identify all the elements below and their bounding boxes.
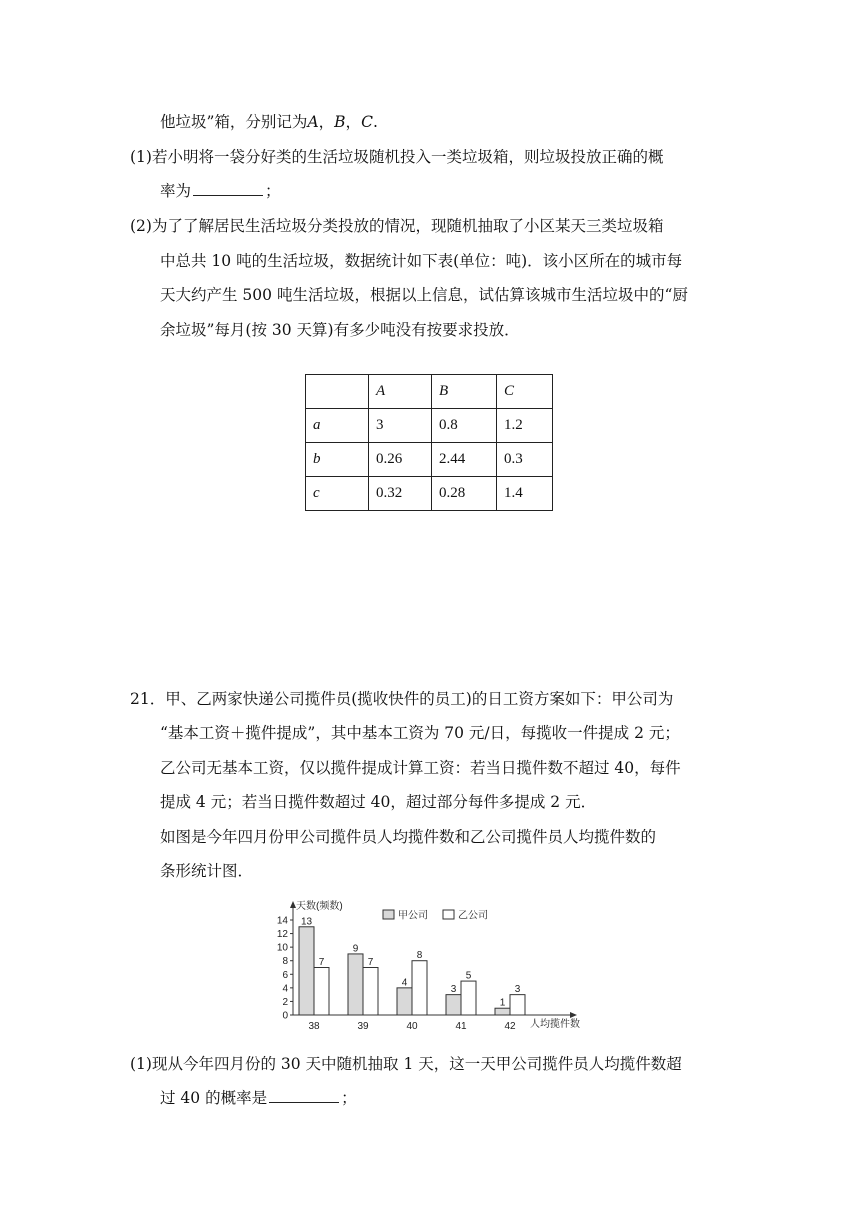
- chart-bars: [299, 927, 525, 1015]
- data-label: 4: [401, 977, 408, 989]
- data-label: 3: [450, 984, 457, 996]
- text-segment: 过 40 的概率是: [160, 1089, 268, 1107]
- question-20-2-line3: 天大约产生 500 吨生活垃圾，根据以上信息，试估算该城市生活垃圾中的“厨: [160, 286, 688, 304]
- x-axis-arrow-icon: [570, 1012, 577, 1018]
- legend-label: 甲公司: [398, 910, 428, 922]
- text-segment: 他垃圾”箱，分别记为: [160, 113, 308, 131]
- bar: [299, 927, 314, 1015]
- bar: [412, 961, 427, 1015]
- problem-21-line3: 乙公司无基本工资，仅以揽件提成计算工资：若当日揽件数不超过 40，每件: [160, 759, 681, 777]
- bar: [314, 968, 329, 1016]
- bar: [348, 954, 363, 1015]
- y-tick-label: 4: [282, 983, 288, 995]
- problem-21-line6: 条形统计图．: [160, 862, 254, 880]
- question-20-1-line1: (1)若小明将一袋分好类的生活垃圾随机投入一类垃圾箱，则垃圾投放正确的概: [130, 148, 664, 166]
- text-line-20-intro: [160, 112, 378, 132]
- text-segment: 率为: [160, 182, 192, 200]
- text-segment: ，: [345, 113, 362, 131]
- table-cell: 3: [369, 409, 432, 443]
- table-cell: 0.3: [497, 443, 553, 477]
- chart-axes: [290, 901, 577, 1018]
- x-tick-label: 42: [504, 1021, 516, 1032]
- data-label: 7: [367, 957, 374, 968]
- table-row: [306, 477, 553, 511]
- garbage-data-table: [305, 374, 553, 511]
- bar: [461, 981, 476, 1015]
- bar-chart: [268, 898, 598, 1034]
- bar: [397, 988, 412, 1015]
- table-cell: 1.2: [497, 409, 553, 443]
- y-tick-label: 10: [276, 942, 288, 954]
- bar: [363, 968, 378, 1016]
- y-tick-label: 6: [282, 969, 288, 981]
- label-b: B: [334, 113, 346, 131]
- bar: [510, 995, 525, 1015]
- answer-blank[interactable]: [193, 181, 263, 196]
- text-segment: ；: [341, 1089, 357, 1107]
- table-cell: 0.32: [369, 477, 432, 511]
- table-row: [306, 443, 553, 477]
- x-axis-label: 人均揽件数: [530, 1019, 580, 1030]
- table-header-row: [306, 375, 553, 409]
- table-header-cell: [306, 375, 369, 409]
- data-label: 7: [318, 957, 325, 968]
- text-segment: ，: [318, 113, 335, 131]
- data-label: 8: [416, 950, 423, 962]
- question-20-2-line4: 余垃圾”每月(按 30 天算)有多少吨没有按要求投放．: [160, 321, 520, 339]
- question-20-1-line2: [160, 181, 281, 201]
- problem-21-line4: 提成 4 元；若当日揽件数超过 40，超过部分每件多提成 2 元．: [160, 793, 597, 811]
- data-label: 3: [514, 984, 521, 996]
- table-row-label: c: [306, 477, 369, 511]
- y-tick-label: 14: [276, 915, 288, 927]
- question-20-2-line1: (2)为了了解居民生活垃圾分类投放的情况，现随机抽取了小区某天三类垃圾箱: [130, 217, 664, 235]
- table-cell: 1.4: [497, 477, 553, 511]
- table-header-cell: A: [369, 375, 432, 409]
- table-row-label: a: [306, 409, 369, 443]
- x-tick-label: 41: [455, 1021, 467, 1032]
- question-21-1-line1: (1)现从今年四月份的 30 天中随机抽取 1 天，这一天甲公司揽件员人均揽件数超: [130, 1055, 682, 1073]
- table-header-cell: C: [497, 375, 553, 409]
- table-header-cell: B: [432, 375, 497, 409]
- table-row-label: b: [306, 443, 369, 477]
- data-label: 5: [465, 970, 472, 982]
- text-segment: ；: [265, 182, 281, 200]
- label-a: A: [307, 113, 319, 131]
- data-label: 13: [300, 916, 313, 928]
- legend-swatch: [383, 910, 394, 919]
- y-tick-label: 8: [282, 956, 288, 968]
- question-21-1-line2: [160, 1088, 357, 1108]
- answer-blank[interactable]: [269, 1088, 339, 1103]
- y-tick-label: 12: [276, 929, 288, 941]
- table-cell: 0.28: [432, 477, 497, 511]
- text-segment: .: [372, 113, 378, 131]
- bar: [446, 995, 461, 1015]
- table-cell: 2.44: [432, 443, 497, 477]
- table-cell: 0.26: [369, 443, 432, 477]
- y-tick-label: 0: [282, 1010, 288, 1022]
- table-row: [306, 409, 553, 443]
- legend-label: 乙公司: [458, 910, 488, 922]
- x-tick-label: 38: [308, 1021, 320, 1032]
- x-tick-label: 39: [357, 1021, 369, 1032]
- problem-21-line1: 21．甲、乙两家快递公司揽件员(揽收快件的员工)的日工资方案如下：甲公司为: [130, 690, 674, 708]
- y-tick-label: 2: [282, 996, 288, 1008]
- data-label: 1: [499, 997, 506, 1009]
- x-tick-label: 40: [406, 1021, 418, 1032]
- problem-21-line2: “基本工资＋揽件提成”，其中基本工资为 70 元/日，每揽收一件提成 2 元；: [160, 724, 680, 742]
- y-axis-label: 天数(频数): [296, 901, 343, 912]
- label-c: C: [361, 113, 373, 131]
- legend-swatch: [443, 910, 454, 919]
- problem-21-line5: 如图是今年四月份甲公司揽件员人均揽件数和乙公司揽件员人均揽件数的: [160, 828, 657, 846]
- data-label: 9: [352, 943, 359, 955]
- bar: [495, 1008, 510, 1015]
- chart-legend: [383, 910, 488, 922]
- question-20-2-line2: 中总共 10 吨的生活垃圾，数据统计如下表(单位：吨)．该小区所在的城市每: [160, 252, 683, 270]
- table-cell: 0.8: [432, 409, 497, 443]
